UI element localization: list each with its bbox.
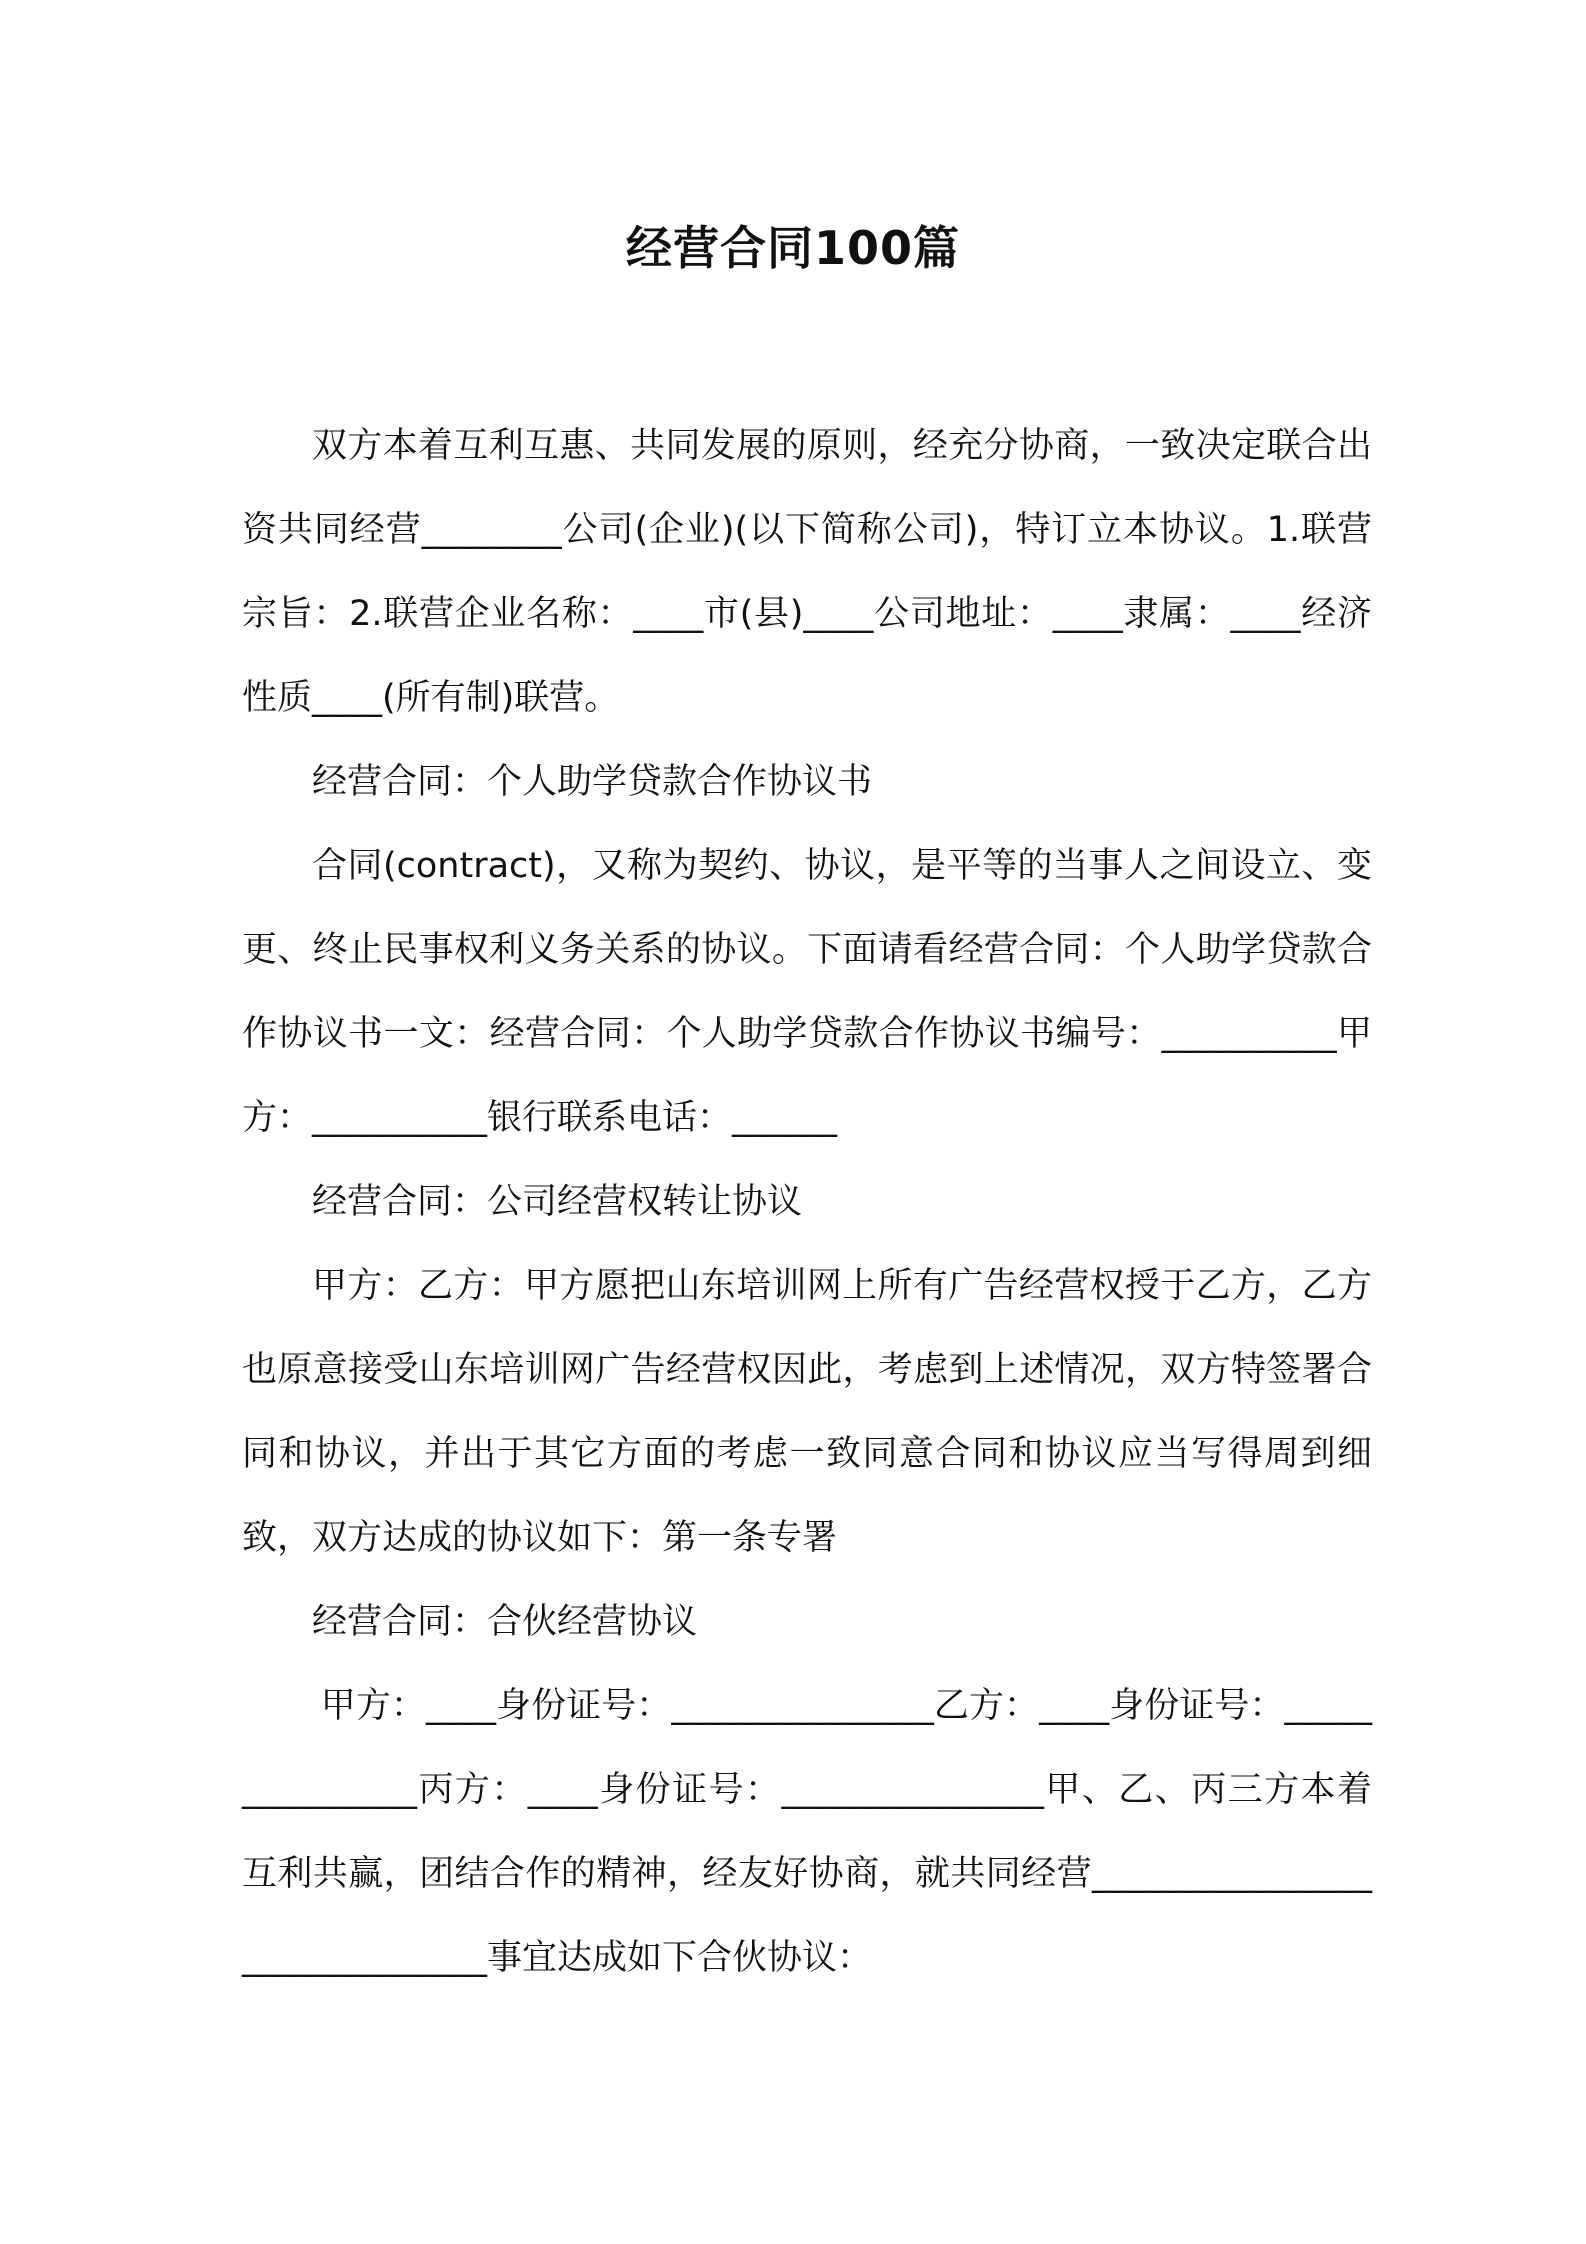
paragraph-advertising-rights: 甲方：乙方：甲方愿把山东培训网上所有广告经营权授于乙方，乙方也原意接受山东培训网广告经营权因此，考虑到上述情况，双方特签署合同和协议，并出于其它方面的考虑一致同意合同和协议应当写得周到细致，双方达成的协议如下：第一条专署: [242, 1266, 1372, 1558]
document-title: 经营合同100篇: [625, 221, 961, 275]
heading-student-loan-agreement: 经营合同：个人助学贷款合作协议书: [312, 762, 873, 802]
paragraph-contract-definition: 合同(contract)，又称为契约、协议，是平等的当事人之间设立、变更、终止民事权利义务关系的协议。下面请看经营合同：个人助学贷款合作协议书一文：经营合同：个人助学贷款合作协议书编号：__________甲方：__________银行联系电话：______: [242, 846, 1372, 1138]
heading-management-rights-transfer: 经营合同：公司经营权转让协议: [312, 1182, 803, 1222]
document-body: [242, 404, 1372, 2000]
paragraph-partnership-intro: 双方本着互利互惠、共同发展的原则，经充分协商，一致决定联合出资共同经营________公司(企业)(以下简称公司)，特订立本协议。1.联营宗旨：2.联营企业名称：____市(县)____公司地址：____隶属：____经济性质____(所有制)联营。: [242, 426, 1372, 718]
heading-partnership-agreement: 经营合同：合伙经营协议: [312, 1602, 698, 1642]
paragraph-partnership-parties: 甲方：____身份证号：_______________乙方：____身份证号：_______________丙方：____身份证号：_______________甲、乙、丙三方本着互利共赢，团结合作的精神，经友好协商，就共同经营______________________________事宜达成如下合伙协议：: [242, 1686, 1372, 1978]
